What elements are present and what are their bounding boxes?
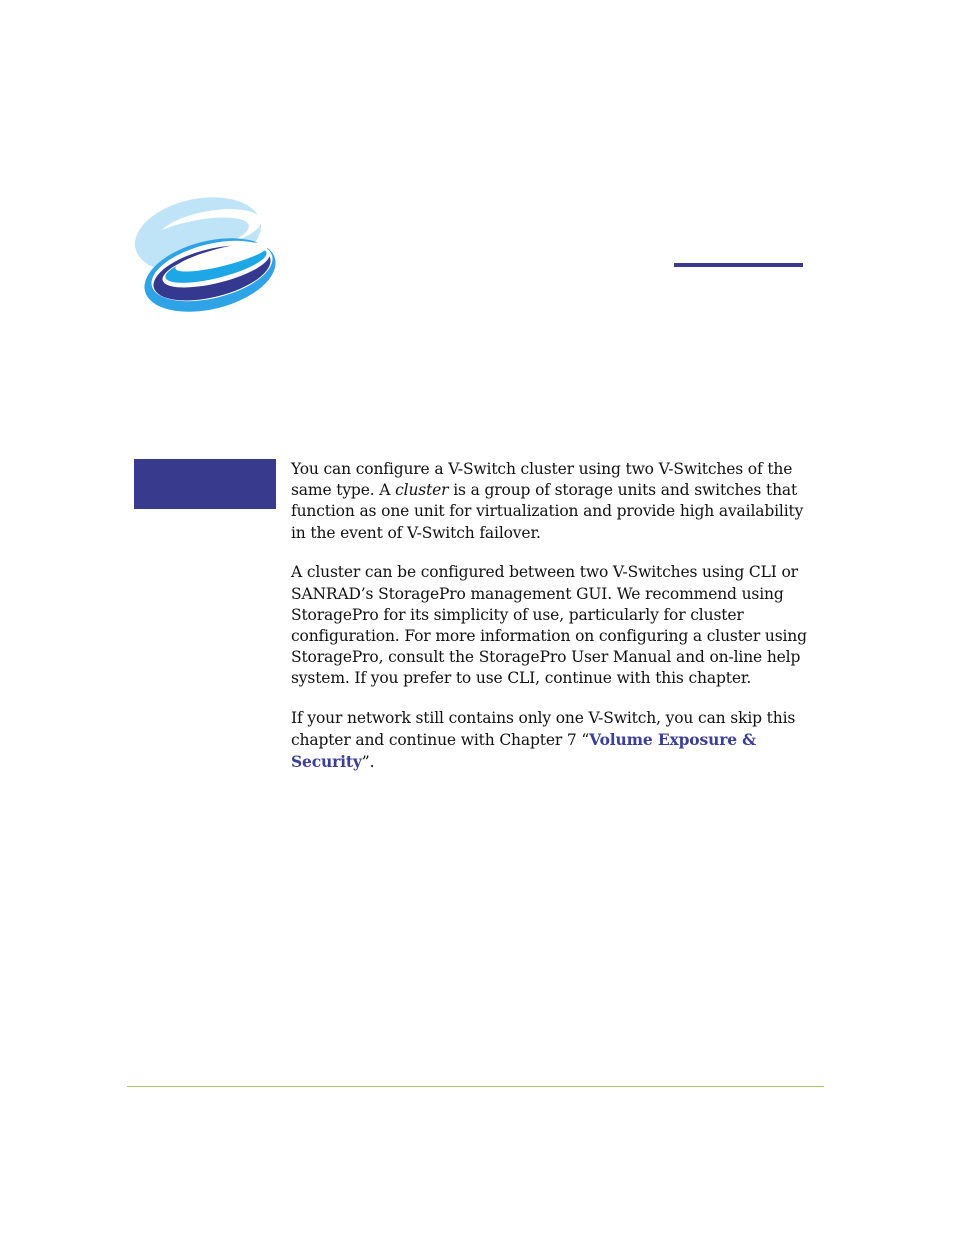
paragraph-cluster-intro: [291, 459, 811, 544]
chapter-title-rule: [674, 263, 803, 267]
chapter-7-link[interactable]: Volume Exposure & Security: [291, 730, 757, 772]
chapter-side-block: [134, 459, 276, 509]
paragraph-single-vswitch: [291, 708, 811, 774]
paragraph-cli-storagepro: A cluster can be configured between two V-Switches using CLI or SANRAD’s StoragePro management GUI. We recommend using StoragePro for its simplicity of use, particularly for cluster configuration. For more information on configuring a cluster using StoragePro, consult the StoragePro User Manual and on-line help system. If you prefer to use CLI, continue with this chapter.: [291, 563, 807, 688]
term-cluster: cluster: [395, 481, 449, 500]
sanrad-swirl-logo-icon: [132, 193, 282, 319]
footer-rule: [127, 1086, 824, 1087]
text-span: If your network still contains only one V-Switch, you can skip this chapter and continue with Chapter 7 “: [291, 709, 796, 750]
body-text: [291, 459, 811, 792]
text-span: ”.: [361, 753, 375, 772]
text-span: You can configure a V-Switch cluster using two V-Switches of the same type. A: [291, 460, 793, 500]
text-span: is a group of storage units and switches that function as one unit for virtualization and provide high availability in the event of V-Switch failover.: [291, 481, 804, 542]
